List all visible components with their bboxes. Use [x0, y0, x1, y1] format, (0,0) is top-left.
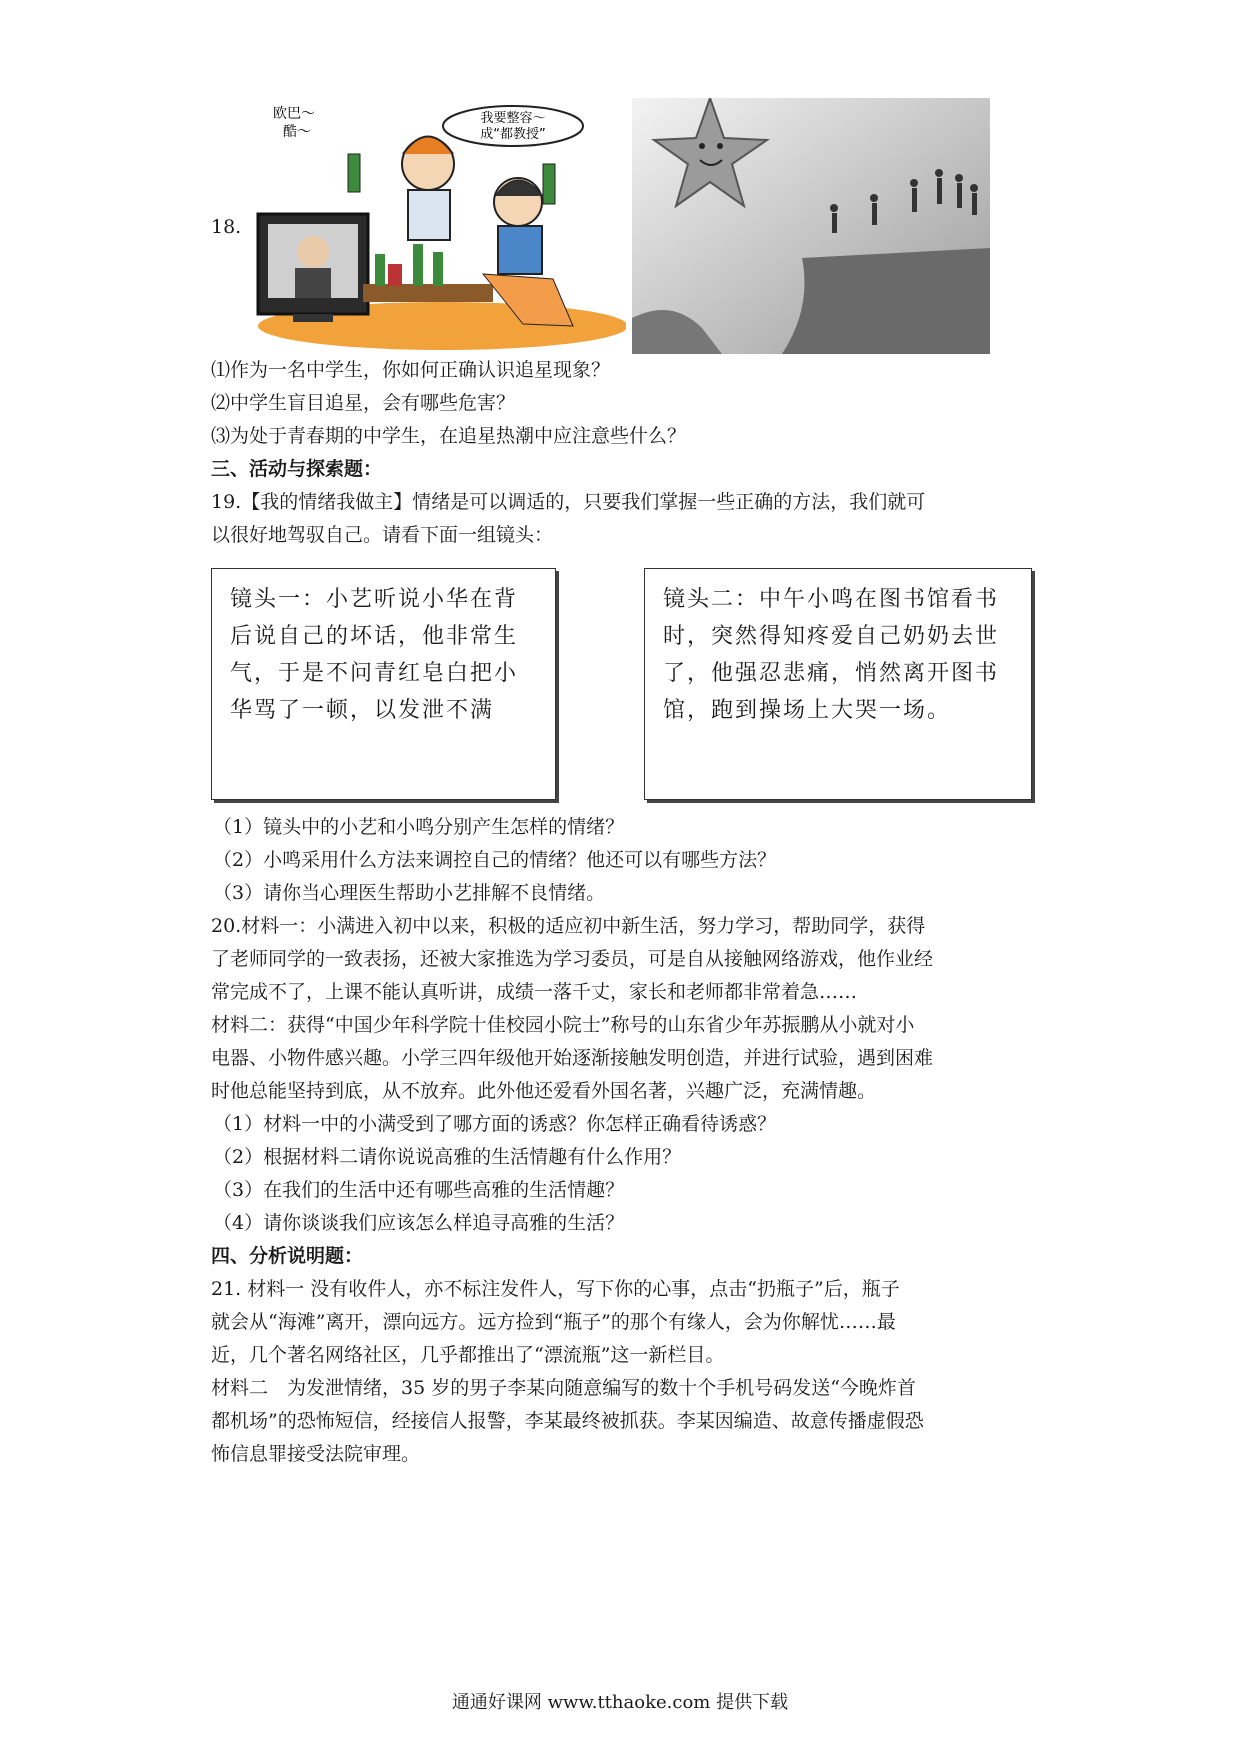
q21-line-4: 材料二 为发泄情绪，35 岁的男子李某向随意编写的数十个手机号码发送“今晚炸首 — [211, 1377, 916, 1399]
q20-question-2: （2）根据材料二请你说说高雅的生活情趣有什么作用？ — [213, 1146, 682, 1168]
q21-line-3: 近，几个著名网络社区，几乎都推出了“漂流瓶”这一新栏目。 — [211, 1344, 725, 1366]
shot-2-line: 馆，跑到操场上大哭一场。 — [663, 698, 952, 723]
footer-text: 通通好课网 www.tthaoke.com 提供下载 — [451, 1692, 789, 1713]
q21-line-6: 怖信息罪接受法院审理。 — [211, 1443, 421, 1465]
star-cliff-image — [632, 98, 990, 354]
q21-line-5: 都机场”的恐怖短信，经接信人报警，李某最终被抓获。李某因编造、故意传播虚假恐 — [211, 1410, 924, 1432]
section-3-title: 三、活动与探索题： — [211, 458, 383, 480]
q19-question-3: （3）请你当心理医生帮助小艺排解不良情绪。 — [213, 882, 606, 904]
q19-intro-line-2: 以很好地驾驭自己。请看下面一组镜头： — [211, 524, 554, 546]
cartoon-star-chasing-image — [253, 104, 626, 352]
q21-line-2: 就会从“海滩”离开，漂向远方。远方捡到“瓶子”的那个有缘人，会为你解忧……最 — [211, 1311, 896, 1333]
shot-1-line: 华骂了一顿，以发泄不满 — [230, 698, 495, 723]
shot-2-line: 镜头二：中午小鸣在图书馆看书 — [663, 587, 1000, 612]
shot-1-box — [211, 568, 556, 800]
q18-question-2: ⑵中学生盲目追星，会有哪些危害？ — [211, 392, 516, 414]
q20-line-1: 20.材料一：小满进入初中以来，积极的适应初中新生活，努力学习，帮助同学，获得 — [211, 915, 926, 937]
q21-line-1: 21. 材料一 没有收件人，亦不标注发件人，写下你的心事，点击“扔瓶子”后，瓶子 — [211, 1278, 900, 1300]
q20-line-6: 时他总能坚持到底，从不放弃。此外他还爱看外国名著，兴趣广泛，充满情趣。 — [211, 1080, 877, 1102]
shot-1-line: 后说自己的坏话，他非常生 — [230, 624, 519, 649]
bubble-left-line1: 欧巴～ — [273, 106, 315, 122]
bubble-right-line1: 我要整容～ — [480, 111, 546, 126]
shot-2-line: 时，突然得知疼爱自己奶奶去世 — [663, 624, 1000, 649]
q20-line-3: 常完成不了，上课不能认真听讲，成绩一落千丈，家长和老师都非常着急…… — [211, 981, 858, 1003]
section-4-title: 四、分析说明题： — [211, 1245, 364, 1267]
q20-question-3: （3）在我们的生活中还有哪些高雅的生活情趣？ — [213, 1179, 625, 1201]
q18-question-1: ⑴作为一名中学生，你如何正确认识追星现象？ — [211, 359, 611, 381]
q19-question-2: （2）小鸣采用什么方法来调控自己的情绪？他还可以有哪些方法？ — [213, 849, 777, 871]
q20-question-1: （1）材料一中的小满受到了哪方面的诱惑？你怎样正确看待诱惑？ — [213, 1113, 777, 1135]
q20-line-5: 电器、小物件感兴趣。小学三四年级他开始逐渐接触发明创造，并进行试验，遇到困难 — [211, 1047, 934, 1069]
shot-2-line: 了，他强忍悲痛，悄然离开图书 — [663, 661, 1000, 686]
shot-1-line: 镜头一：小艺听说小华在背 — [230, 587, 519, 612]
q20-line-4: 材料二：获得“中国少年科学院十佳校园小院士”称号的山东省少年苏振鹏从小就对小 — [211, 1014, 915, 1036]
shot-1-line: 气，于是不问青红皂白把小 — [230, 661, 519, 686]
shot-2-box — [644, 568, 1032, 800]
q19-question-1: （1）镜头中的小艺和小鸣分别产生怎样的情绪？ — [213, 816, 625, 838]
q19-intro-line-1: 19.【我的情绪我做主】情绪是可以调适的，只要我们掌握一些正确的方法，我们就可 — [211, 491, 926, 513]
question-18-number: 18. — [211, 216, 242, 238]
q20-line-2: 了老师同学的一致表扬，还被大家推选为学习委员，可是自从接触网络游戏，他作业经 — [211, 948, 934, 970]
bubble-left-line2: 酷～ — [283, 124, 311, 140]
q18-question-3: ⑶为处于青春期的中学生，在追星热潮中应注意些什么？ — [211, 425, 687, 447]
q20-question-4: （4）请你谈谈我们应该怎么样追寻高雅的生活？ — [213, 1212, 625, 1234]
bubble-right-line2: 成“都教授” — [480, 127, 546, 142]
